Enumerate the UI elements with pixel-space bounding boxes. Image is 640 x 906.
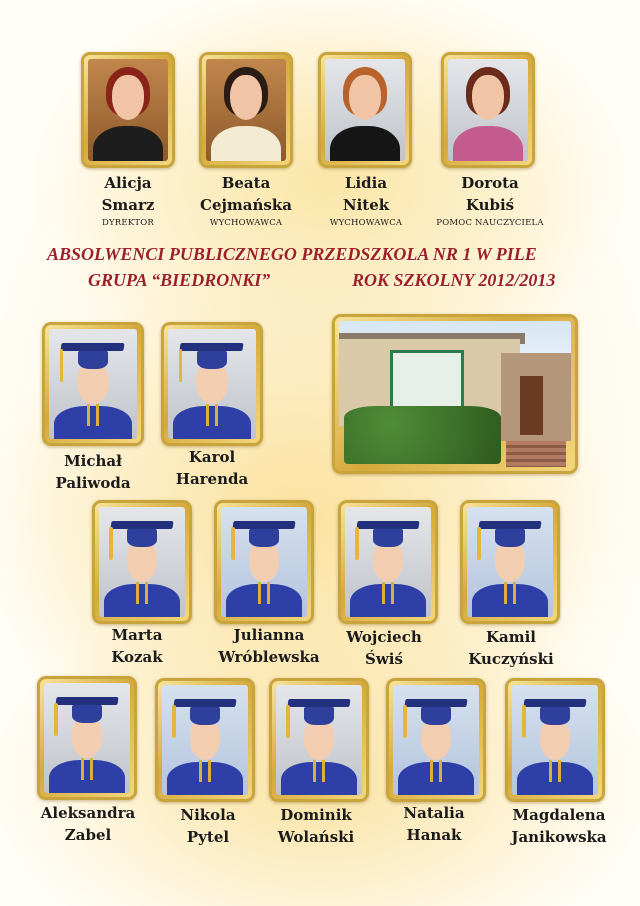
child-photo-frame xyxy=(155,678,255,802)
child-last-name: Wróblewska xyxy=(218,648,320,666)
child-first-name: Marta xyxy=(111,626,163,644)
child-last-name: Wolański xyxy=(277,828,355,846)
staff-first-name: Alicja xyxy=(104,174,152,192)
staff-photo-frame-1 xyxy=(81,52,175,168)
child-last-name: Pytel xyxy=(186,828,230,846)
staff-last-name: Cejmańska xyxy=(200,196,292,214)
child-photo xyxy=(393,685,479,795)
child-last-name: Harenda xyxy=(175,470,249,488)
staff-photo xyxy=(325,59,405,161)
child-photo-frame xyxy=(37,676,137,800)
child-photo xyxy=(512,685,598,795)
child-photo xyxy=(162,685,248,795)
child-first-name: Karol xyxy=(188,448,236,466)
staff-first-name: Beata xyxy=(221,174,271,192)
child-first-name: Natalia xyxy=(403,804,465,822)
staff-photo xyxy=(206,59,286,161)
child-first-name: Magdalena xyxy=(512,806,606,824)
staff-photo xyxy=(448,59,528,161)
child-photo-frame xyxy=(338,500,438,624)
child-last-name: Kozak xyxy=(111,648,163,666)
child-photo-frame xyxy=(214,500,314,624)
child-first-name: Michał xyxy=(64,452,122,470)
staff-photo xyxy=(88,59,168,161)
child-photo-frame xyxy=(42,322,144,446)
child-last-name: Janikowska xyxy=(511,828,607,846)
child-photo xyxy=(49,329,137,439)
child-last-name: Hanak xyxy=(406,826,462,844)
child-photo xyxy=(44,683,130,793)
child-last-name: Zabel xyxy=(64,826,112,844)
staff-photo-frame-4 xyxy=(441,52,535,168)
staff-last-name: Kubiś xyxy=(465,196,515,214)
staff-photo-frame-2 xyxy=(199,52,293,168)
child-photo xyxy=(467,507,553,617)
child-photo-frame xyxy=(92,500,192,624)
child-first-name: Aleksandra xyxy=(40,804,136,822)
headline-school: ABSOLWENCI PUBLICZNEGO PRZEDSZKOLA NR 1 W PILE xyxy=(47,244,537,264)
staff-last-name: Nitek xyxy=(342,196,390,214)
child-first-name: Julianna xyxy=(233,626,305,644)
child-photo xyxy=(168,329,256,439)
headline-school-year: ROK SZKOLNY 2012/2013 xyxy=(352,270,556,290)
staff-role: DYREKTOR xyxy=(101,218,155,228)
staff-photo-frame-3 xyxy=(318,52,412,168)
child-photo xyxy=(99,507,185,617)
child-photo-frame xyxy=(505,678,605,802)
child-last-name: Kuczyński xyxy=(468,650,554,668)
child-photo xyxy=(221,507,307,617)
child-photo-frame xyxy=(161,322,263,446)
child-first-name: Wojciech xyxy=(346,628,422,646)
child-last-name: Świś xyxy=(365,650,403,668)
staff-last-name: Smarz xyxy=(101,196,155,214)
staff-role: POMOC NAUCZYCIELA xyxy=(436,218,544,228)
staff-first-name: Lidia xyxy=(344,174,388,192)
child-photo xyxy=(276,685,362,795)
headline-group: GRUPA “BIEDRONKI” xyxy=(88,270,271,290)
child-last-name: Paliwoda xyxy=(55,474,131,492)
child-photo xyxy=(345,507,431,617)
child-first-name: Kamil xyxy=(485,628,537,646)
kindergarten-building-photo-frame xyxy=(332,314,578,474)
staff-first-name: Dorota xyxy=(461,174,519,192)
child-photo-frame xyxy=(269,678,369,802)
child-first-name: Dominik xyxy=(280,806,352,824)
staff-role: WYCHOWAWCA xyxy=(329,218,403,228)
kindergarten-building-photo xyxy=(339,321,571,467)
child-photo-frame xyxy=(460,500,560,624)
child-first-name: Nikola xyxy=(180,806,236,824)
child-photo-frame xyxy=(386,678,486,802)
staff-role: WYCHOWAWCA xyxy=(209,218,283,228)
